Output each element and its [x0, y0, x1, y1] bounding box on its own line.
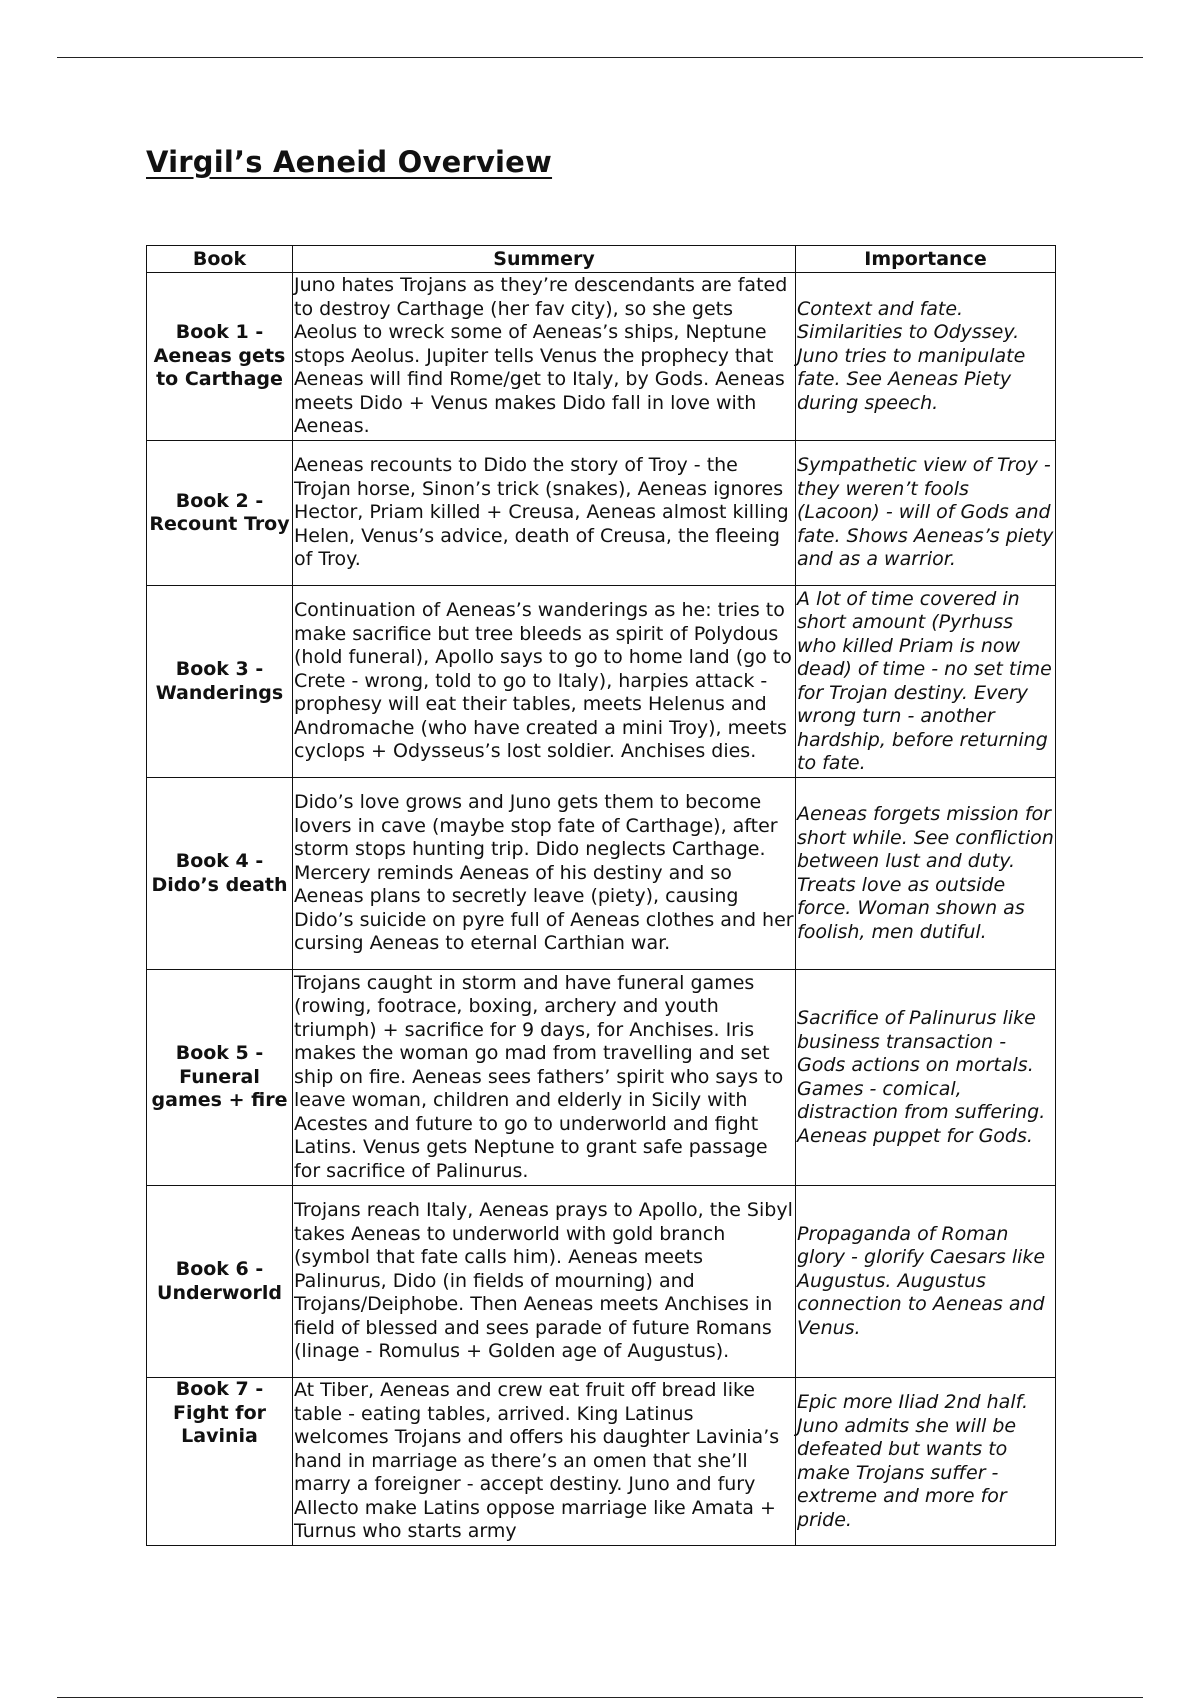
summary-cell: Aeneas recounts to Dido the story of Troy - the Trojan horse, Sinon’s trick (snakes), Aeneas ignores Hector, Priam killed + Creusa, Aeneas almost killing Helen, Venus’s advice, death of Creusa, the fleeing of Troy.: [293, 441, 796, 586]
bottom-divider: [57, 1697, 1143, 1698]
table-row: [147, 586, 1056, 778]
table-row: [147, 1378, 1056, 1546]
book-cell: Book 6 - Underworld: [147, 1186, 293, 1378]
page-title: Virgil’s Aeneid Overview: [146, 145, 553, 179]
table-row: [147, 1186, 1056, 1378]
importance-cell: Epic more Iliad 2nd half. Juno admits she will be defeated but wants to make Trojans suffer - extreme and more for pride.: [796, 1378, 1056, 1546]
summary-cell: Continuation of Aeneas’s wanderings as he: tries to make sacrifice but tree bleeds as spirit of Polydous (hold funeral), Apollo says to go to home land (go to Crete - wrong, told to go to Italy), harpies attack - prophesy will eat their tables, meets Helenus and Andromache (who have created a mini Troy), meets cyclops + Odysseus’s lost soldier. Anchises dies.: [293, 586, 796, 778]
summary-cell: Trojans reach Italy, Aeneas prays to Apollo, the Sibyl takes Aeneas to underworld with gold branch (symbol that fate calls him). Aeneas meets Palinurus, Dido (in fields of mourning) and Trojans/Deiphobe. Then Aeneas meets Anchises in field of blessed and sees parade of future Romans (linage - Romulus + Golden age of Augustus).: [293, 1186, 796, 1378]
summary-cell: Dido’s love grows and Juno gets them to become lovers in cave (maybe stop fate of Carthage), after storm stops hunting trip. Dido neglects Carthage. Mercery reminds Aeneas of his destiny and so Aeneas plans to secretly leave (piety), causing Dido’s suicide on pyre full of Aeneas clothes and her cursing Aeneas to eternal Carthian war.: [293, 778, 796, 970]
importance-cell: A lot of time covered in short amount (Pyrhuss who killed Priam is now dead) of time - no set time for Trojan destiny. Every wrong turn - another hardship, before returning to fate.: [796, 586, 1056, 778]
importance-cell: Sacrifice of Palinurus like business transaction - Gods actions on mortals. Games - comical, distraction from suffering. Aeneas puppet for Gods.: [796, 970, 1056, 1186]
table-row: [147, 441, 1056, 586]
book-cell: Book 2 - Recount Troy: [147, 441, 293, 586]
book-cell: Book 5 - Funeral games + fire: [147, 970, 293, 1186]
importance-cell: Context and fate. Similarities to Odyssey. Juno tries to manipulate fate. See Aeneas Piety during speech.: [796, 273, 1056, 441]
header-importance: Importance: [796, 246, 1056, 273]
overview-table: [146, 245, 1056, 1546]
header-book: Book: [147, 246, 293, 273]
book-cell: Book 3 - Wanderings: [147, 586, 293, 778]
summary-cell: Trojans caught in storm and have funeral games (rowing, footrace, boxing, archery and youth triumph) + sacrifice for 9 days, for Anchises. Iris makes the woman go mad from travelling and set ship on fire. Aeneas sees fathers’ spirit who says to leave woman, children and elderly in Sicily with Acestes and future to go to underworld and fight Latins. Venus gets Neptune to grant safe passage for sacrifice of Palinurus.: [293, 970, 796, 1186]
summary-cell: At Tiber, Aeneas and crew eat fruit off bread like table - eating tables, arrived. King Latinus welcomes Trojans and offers his daughter Lavinia’s hand in marriage as there’s an omen that she’ll marry a foreigner - accept destiny. Juno and fury Allecto make Latins oppose marriage like Amata + Turnus who starts army: [293, 1378, 796, 1546]
book-cell: Book 4 - Dido’s death: [147, 778, 293, 970]
importance-cell: Propaganda of Roman glory - glorify Caesars like Augustus. Augustus connection to Aeneas and Venus.: [796, 1186, 1056, 1378]
top-divider: [57, 57, 1143, 58]
header-summary: Summery: [293, 246, 796, 273]
table-header-row: [147, 246, 1056, 273]
summary-cell: Juno hates Trojans as they’re descendants are fated to destroy Carthage (her fav city), so she gets Aeolus to wreck some of Aeneas’s ships, Neptune stops Aeolus. Jupiter tells Venus the prophecy that Aeneas will find Rome/get to Italy, by Gods. Aeneas meets Dido + Venus makes Dido fall in love with Aeneas.: [293, 273, 796, 441]
table-row: [147, 970, 1056, 1186]
book-cell: Book 1 - Aeneas gets to Carthage: [147, 273, 293, 441]
importance-cell: Sympathetic view of Troy - they weren’t fools (Lacoon) - will of Gods and fate. Shows Aeneas’s piety and as a warrior.: [796, 441, 1056, 586]
table-row: [147, 778, 1056, 970]
importance-cell: Aeneas forgets mission for short while. See confliction between lust and duty. Treats love as outside force. Woman shown as foolish, men dutiful.: [796, 778, 1056, 970]
book-cell: Book 7 - Fight for Lavinia: [147, 1378, 293, 1546]
table-row: [147, 273, 1056, 441]
